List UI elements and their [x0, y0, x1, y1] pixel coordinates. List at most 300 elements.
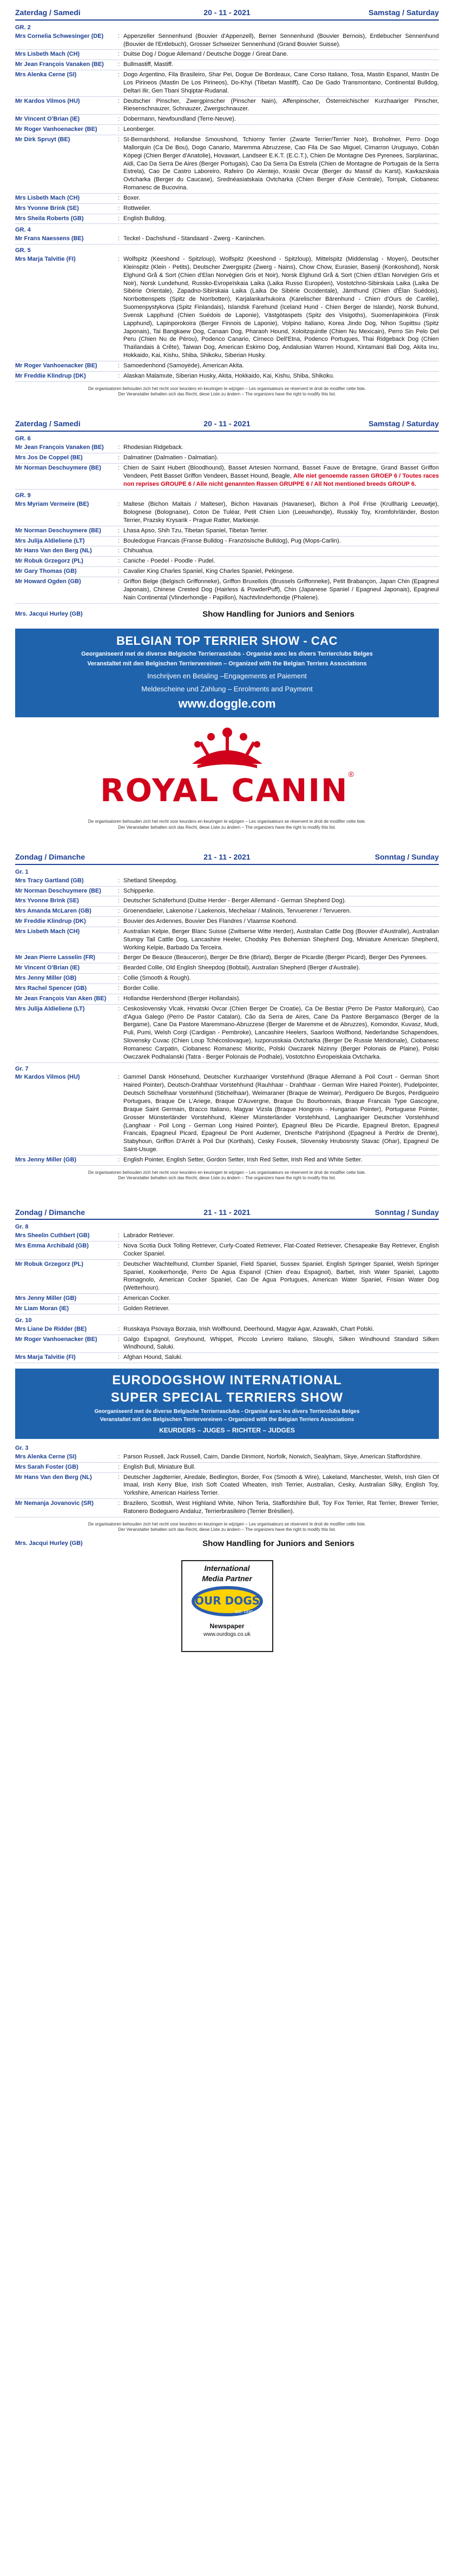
breeds-list [123, 578, 439, 602]
judge-row [15, 135, 439, 194]
judge-name: Mrs Julija Aldieliene (LT) [15, 537, 85, 544]
judge-name: Mrs Sarah Foster (GB) [15, 1463, 78, 1470]
breeds-list [123, 557, 439, 565]
groups-container [15, 435, 439, 603]
show-handling-judge: Mrs. Jacqui Hurley (GB) [15, 611, 83, 618]
section-saturday-1 [0, 0, 454, 382]
judge-name: Mr Dirk Spruyt (BE) [15, 136, 70, 143]
judge-name: Mr Norman Deschuymere (BE) [15, 464, 101, 471]
breeds-list [123, 126, 439, 134]
separator: : [118, 1336, 120, 1343]
judge-row [15, 1231, 439, 1241]
judge-row [15, 984, 439, 994]
groups-container [15, 1444, 439, 1517]
disclaimer [0, 811, 454, 830]
breeds-list [123, 136, 439, 192]
separator: : [118, 1243, 120, 1250]
breeds-list [123, 1474, 439, 1498]
judge-row [15, 896, 439, 907]
date-bar [15, 8, 439, 21]
judge-name: Mrs Emma Archibald (GB) [15, 1243, 89, 1250]
judge-name: Mrs Jos De Coppel (BE) [15, 454, 83, 461]
separator: : [118, 1005, 120, 1012]
breeds-text: Parson Russell, Jack Russell, Cairn, Dandie Dinmont, Norfolk, Norwich, Sealyham, Skye, American Staffordshire. [123, 1453, 422, 1460]
judge-row [15, 927, 439, 954]
judge-name: Mr Norman Deschuymere (BE) [15, 527, 101, 534]
separator: : [118, 372, 120, 379]
breeds-list [123, 995, 439, 1003]
breeds-text: Duitse Dog / Dogue Allemand / Deutsche Dogge / Great Dane. [123, 51, 288, 58]
breeds-text: Chien de Saint Hubert (Bloodhound), Basset Artesien Normand, Basset Fauve de Bretagne, Grand Basset Griffon Vendeen, Petit Basset Griffon Vendeen, Basset Hound, Beagle, [123, 464, 439, 479]
judge-name: Mr Vincent O'Brian (IE) [15, 116, 80, 123]
breeds-list [123, 372, 439, 380]
judge-name: Mr Hans Van den Berg (NL) [15, 1474, 92, 1481]
breeds-text: Border Collie. [123, 985, 160, 992]
eurodog-title-2: SUPER SPECIAL TERRIERS SHOW [110, 1390, 344, 1405]
breeds-list [123, 71, 439, 95]
judge-row [15, 1241, 439, 1260]
separator: : [118, 1232, 120, 1239]
separator: : [118, 51, 120, 58]
judge-row [15, 994, 439, 1005]
judge-name: Mr Hans Van den Berg (NL) [15, 547, 92, 554]
judge-name: Mrs Rachel Spencer (GB) [15, 985, 87, 992]
judge-name: Mrs Liane De Ridder (BE) [15, 1325, 87, 1332]
group-label: Gr. 7 [15, 1065, 29, 1072]
judge-row [15, 917, 439, 927]
breeds-text: Russkaya Psovaya Borzaia, Irish Wolfhound, Deerhound, Magyar Agar, Azawakh, Chart Polski. [123, 1325, 374, 1332]
judge-row [15, 1073, 439, 1155]
judge-row [15, 372, 439, 382]
date-center: 20 - 11 - 2021 [203, 8, 251, 17]
separator: : [118, 887, 120, 894]
judge-row [15, 1353, 439, 1363]
show-handling-judge: Mrs. Jacqui Hurley (GB) [15, 1540, 83, 1547]
breeds-list [123, 537, 439, 545]
judge-name: Mrs Alenka Cerne (SI) [15, 71, 77, 78]
judge-name: Mrs Jenny Miller (GB) [15, 975, 77, 982]
judge-row [15, 1499, 439, 1517]
judge-name: Mrs Jenny Miller (GB) [15, 1295, 77, 1302]
media-line-4: Newspaper [209, 1622, 245, 1630]
show-handling-title: Show Handling for Juniors and Seniors [202, 609, 354, 619]
judge-row [15, 361, 439, 372]
judge-row [15, 963, 439, 974]
judge-row [15, 1335, 439, 1353]
breeds-list [123, 985, 439, 993]
breeds-list [123, 97, 439, 114]
breeds-list [123, 1336, 439, 1352]
breeds-list [123, 974, 439, 982]
breeds-list [123, 877, 439, 885]
royal-canin-wordmark: ROYAL CANIN [100, 771, 348, 809]
groups-container [15, 868, 439, 1166]
disclaimer-line-1: De organisatoren behouden zich het recht voor keurders en keuringen te wijzigen – Les organisateurs se réservent le droit de modifier cette liste. [88, 386, 366, 391]
section-sunday-2 [0, 1181, 454, 1364]
disclaimer-line-1: De organisatoren behouden zich het recht voor keurders en keuringen te wijzigen – Les organisateurs se réservent le droit de modifier cette liste. [88, 819, 366, 824]
judge-name: Mrs Lisbeth Mach (CH) [15, 194, 80, 201]
judge-name: Mrs Marja Talvitie (FI) [15, 1354, 76, 1361]
breeds-text: Berger De Beauce (Beauceron), Berger De Brie (Briard), Berger de Picardie (Berger Picard), Berger Des Pyrenees. [123, 954, 427, 961]
judge-name: Mrs Yvonne Brink (SE) [15, 897, 79, 904]
royal-canin-logo [54, 726, 400, 811]
date-bar [15, 852, 439, 865]
section-sunday-terriers [0, 1439, 454, 1517]
breeds-text: Shetland Sheepdog. [123, 877, 177, 884]
separator: : [118, 908, 120, 915]
date-center: 20 - 11 - 2021 [203, 419, 251, 428]
judge-name: Mrs Lisbeth Mach (CH) [15, 928, 80, 935]
judge-row [15, 567, 439, 577]
separator: : [118, 537, 120, 544]
date-bar [15, 419, 439, 432]
group-label: Gr. 8 [15, 1224, 29, 1231]
judge-row [15, 194, 439, 204]
judge-name: Mrs Tracy Gartland (GB) [15, 877, 84, 884]
judge-row [15, 1260, 439, 1294]
judge-name: Mr Roger Vanhoenacker (BE) [15, 1336, 97, 1343]
judge-row [15, 50, 439, 60]
judge-row [15, 1325, 439, 1335]
breeds-text: Schipperke. [123, 887, 155, 894]
separator: : [118, 61, 120, 68]
separator: : [118, 1463, 120, 1470]
breeds-list [123, 964, 439, 972]
judge-name: Mr Kardos Vilmos (HU) [15, 1074, 80, 1081]
breeds-text: Labrador Retriever. [123, 1232, 175, 1239]
banner-title: BELGIAN TOP TERRIER SHOW - CAC [116, 633, 338, 648]
judge-name: Mr Jean François Vanaken (BE) [15, 61, 104, 68]
separator: : [118, 116, 120, 123]
judge-row [15, 500, 439, 526]
breeds-list [123, 1294, 439, 1303]
separator: : [118, 1156, 120, 1163]
banner-url-link[interactable]: www.doggle.com [178, 697, 276, 711]
banner-line-2: Veranstaltet mit den Belgischen Terriervereinen – Organized with the Belgian Terriers Associations [87, 660, 367, 668]
breeds-list [123, 50, 439, 58]
breeds-list [123, 547, 439, 555]
judge-name: Mr Freddie Klindrup (DK) [15, 372, 86, 379]
separator: : [118, 71, 120, 78]
breeds-text: Dogo Argentino, Fila Brasileiro, Shar Pei, Dogue De Bordeaux, Cane Corso Italiano, Tosa, Mastin Espanol, Mastin De Los Pirineos (Mastin De Los Pirineos), Do-Khyi (Tibetan Mastiff), Cao De Gado Transmontano, Continental Bulldog, Deltari Ilir, Gen Tbani Shqiptar-Rudanal. [123, 71, 439, 94]
separator: : [118, 1500, 120, 1507]
breeds-text: Samoedenhond (Samoyède), American Akita. [123, 362, 244, 369]
media-line-1: International [204, 1563, 250, 1573]
breeds-list [123, 255, 439, 360]
breeds-list [123, 1463, 439, 1471]
separator: : [118, 215, 120, 222]
separator: : [118, 918, 120, 925]
date-center: 21 - 11 - 2021 [203, 1207, 251, 1217]
breeds-text: Collie (Smooth & Rough). [123, 975, 191, 982]
our-dogs-logo-icon [189, 1584, 265, 1619]
breeds-list [123, 928, 439, 952]
separator: : [118, 235, 120, 242]
breeds-text: Cavalier King Charles Spaniel, King Charles Spaniel, Pekingese. [123, 568, 294, 575]
breeds-text: Deutscher Jagdterrier, Airedale, Bedlington, Border, Fox (Smooth & Wire), Lakeland, Manchester, Welsh, Irish Glen Of Imaal, Irish Kerry Blue, Irish Soft Coated Wheaten, Irish Terrier, Australian, Cesky, Australian Silky, English Toy, Yorkshire, American Hairless Terrier. [123, 1474, 439, 1497]
judge-row [15, 887, 439, 897]
breeds-list [123, 567, 439, 576]
separator: : [118, 1305, 120, 1312]
separator: : [118, 1474, 120, 1481]
breeds-list [123, 215, 439, 223]
judge-row [15, 464, 439, 490]
breeds-text: Leonberger. [123, 126, 155, 133]
judge-row [15, 97, 439, 115]
judge-name: Mr Jean François Van Aken (BE) [15, 995, 107, 1002]
separator: : [118, 501, 120, 508]
judge-row [15, 115, 439, 125]
judge-name: Mr Freddie Klindrup (DK) [15, 918, 86, 925]
breeds-list [123, 917, 439, 926]
judge-row [15, 70, 439, 97]
breeds-list [123, 1353, 439, 1362]
belgian-top-terrier-banner [15, 629, 439, 717]
disclaimer-line-2: Der Veranstalter behalten sich das Recht, diese Liste zu ändern – The organizers have the right to modify this list. [118, 392, 336, 397]
breeds-list [123, 464, 439, 488]
separator: : [118, 1295, 120, 1302]
judge-name: Mrs Sheila Roberts (GB) [15, 215, 84, 222]
breeds-list [123, 194, 439, 202]
breeds-list [123, 1325, 439, 1333]
breeds-list [123, 907, 439, 915]
judge-name: Mr Kardos Vilmos (HU) [15, 97, 80, 104]
eurodog-title-1: EURODOGSHOW INTERNATIONAL [112, 1373, 342, 1388]
breeds-list [123, 454, 439, 462]
judge-row [15, 546, 439, 557]
group-label: Gr. 3 [15, 1445, 29, 1452]
separator: : [118, 97, 120, 104]
breeds-list [123, 500, 439, 525]
breeds-text: Deutscher Wachtelhund, Clumber Spaniel, Field Spaniel, Sussex Spaniel, English Springer Spaniel, Welsh Springer Spaniel, Kooikerhondje, Perro De Agua Espanol (Chien d'eau Espagnol), Barbet, Irish Water Spaniel, Lagotto Romagnolo, American Cocker Spaniel, Cao De Agua Portugues, American Water Spaniel, Frisian Water Dog (Wetterhoun). [123, 1260, 439, 1292]
judge-name: Mr Vincent O'Brian (IE) [15, 965, 80, 972]
separator: : [118, 464, 120, 471]
group-label: Gr. 1 [15, 868, 29, 875]
show-handling-title: Show Handling for Juniors and Seniors [202, 1538, 354, 1548]
separator: : [118, 362, 120, 369]
separator: : [118, 32, 120, 39]
separator: : [118, 568, 120, 575]
separator: : [118, 454, 120, 461]
show-handling-row [0, 604, 454, 622]
judge-name: Mr Roger Vanhoenacker (BE) [15, 126, 97, 133]
media-url-link[interactable]: www.ourdogs.co.uk [203, 1631, 251, 1637]
judge-row [15, 234, 439, 245]
breeds-text: Gammel Dansk Hönsehund, Deutscher Kurzhaariger Vorstehhund (Braque Allemand à Poil Court - German Short Haired Pointer), Deutsch-Drahthaar Vorstehhund (Rauhhaar - Drahthaar - German Wire Haired Pointer), Pudelpointer, Deutsch Stichelhaar Vorstehhund (Stichelhaar), Weimaraner (Braque de Weimar), Perdiguero De Burgos, Perdigueiro Portugues, Braque De L'Ariege, Braque D'Auvergne, Braque Du Bourbonnais, Braque Francais Type Gascogne, Braque Saint Germain, Bracco Italiano, Magyar Vizsla (Braque Hongrois - Hungarian Pointer), Portuguese Pointer, Grosser Münsterländer Vorstehhund, Kleiner Münsterländer Vorstehhund, Langhaariger Deutscher Vorstehhund (Langhaar - Poil Long - German Long Haired Pointer), Epagneul Bleu De Picardie, Epagneul Breton, Epagneul Francais, Epagneul Picard, Epagneul De Pont Audemer, Drentsche Patrijshond (Epagneul à Perdrix de Drente), Stabyhoun, Griffon D'Arrêt à Poil Dur (Korthals), Cesky Fousek, Slovensky Hrubosrsty Stavac (Ohar), Epagneul De Saint-Usuge. [123, 1074, 439, 1153]
breeds-text: Galgo Espagnol, Greyhound, Whippet, Piccolo Levriero Italiano, Sloughi, Silken Windhound Standard Silken Windhound, Saluki. [123, 1336, 439, 1351]
separator: : [118, 1325, 120, 1332]
breeds-text: Lhasa Apso, Shih Tzu, Tibetan Spaniel, Tibetan Terrier. [123, 527, 268, 534]
judge-row [15, 443, 439, 453]
judge-row [15, 953, 439, 963]
judge-name: Mrs Myriam Vermeire (BE) [15, 501, 89, 508]
group-label: GR. 4 [15, 227, 31, 234]
separator: : [118, 995, 120, 1002]
registered-mark: ® [348, 769, 354, 778]
breeds-text: Boxer. [123, 194, 141, 201]
judge-row [15, 204, 439, 214]
judge-row [15, 125, 439, 135]
date-right: Samstag / Saturday [369, 419, 439, 428]
breeds-text: Ceskoslovensky Vlcak, Hrvatski Ovcar (Chien Berger De Croatie), Ca De Bestiar (Perro De Pastor Mallorquin), Cao d'Agua Galego (Perro De Pastor Catalan), Cão da Serra de Aires, Cane Da Pastore Bergamasco (Berger de la Bergame), Cane Da Pastore Maremmano-Abruzzese (Berger de Maremme et de Abruzzes), Komondor, Kuvasz, Mudi, Puli, Pumi, Welsh Corgi (Cardigan - Pembroke), Lancashire Heelers, Saarloos Wolfhond, Nederlandse Schapendoes, Slovensky Cuvac (Chien Loup Tchécoslovaque), Iuzporusskaia Ovtcharka (Berger De Russie Méridionale), Ciobanesc Romanesc Carpatin, Ciobanesc Romanesc Mioritic, Polski Owczarek Nizinny (Berger Polonais de Plaine), Polski Owczarek Podhalanski (Tatra - Berger Polonais de Podhale), Vostotchno Evropeiskaia Ovtcharka. [123, 1005, 439, 1060]
show-handling-row [0, 1533, 454, 1551]
breeds-list [123, 527, 439, 535]
breeds-text: Dalmatiner (Dalmatien - Dalmatian). [123, 454, 219, 461]
date-left: Zondag / Dimanche [15, 852, 85, 861]
judge-name: Mr Jean François Vanaken (BE) [15, 444, 104, 451]
separator: : [118, 558, 120, 565]
media-line-2: Media Partner [202, 1574, 252, 1583]
judge-name: Mrs Jenny Miller (GB) [15, 1156, 77, 1163]
breeds-list [123, 1005, 439, 1061]
group-label: GR. 2 [15, 24, 31, 31]
breeds-list [123, 61, 439, 69]
judge-row [15, 557, 439, 567]
breeds-text: Bouvier des Ardennes, Bouvier Des Flandres / Vlaamse Koehond. [123, 918, 298, 925]
judge-name: Mr Norman Deschuymere (BE) [15, 887, 101, 894]
group-label: Gr. 10 [15, 1317, 32, 1324]
breeds-text: English Pointer, English Setter, Gordon Setter, Irish Red Setter, Irish Red and White Setter. [123, 1156, 363, 1163]
judge-row [15, 974, 439, 984]
judge-name: Mr Liam Moran (IE) [15, 1305, 69, 1312]
breeds-text: Afghan Hound, Saluki. [123, 1354, 183, 1361]
judge-name: Mrs Lisbeth Mach (CH) [15, 51, 80, 58]
logo-text: OUR DOGS [194, 1594, 260, 1607]
groups-container [15, 24, 439, 382]
breeds-text: American Cocker. [123, 1295, 170, 1302]
separator: : [118, 1260, 120, 1267]
disclaimer [0, 1166, 454, 1181]
breeds-list [123, 1073, 439, 1153]
judge-row [15, 876, 439, 887]
disclaimer-line-1: De organisatoren behouden zich het recht voor keurders en keuringen te wijzigen – Les organisateurs se réservent le droit de modifier cette liste. [88, 1170, 366, 1175]
separator: : [118, 954, 120, 961]
separator: : [118, 136, 120, 143]
separator: : [118, 444, 120, 451]
judge-row [15, 537, 439, 547]
judge-row [15, 453, 439, 464]
media-partner-box [181, 1560, 273, 1652]
breeds-text: Australian Kelpie, Berger Blanc Suisse (Zwitserse Witte Herder), Australian Cattle Dog (Bouvier d'Australie), Australian Stumpy Tail Cattle Dog, Lancashire Heeler, Chodsky Pes Bohemian Shepherd Dog, Miniature American Shepherd, Working Kelpie, Barbado Da Terceira. [123, 928, 439, 951]
judge-name: Mr Roger Vanhoenacker (BE) [15, 362, 97, 369]
breeds-text: Bearded Collie, Old English Sheepdog (Bobtail), Australian Shepherd (Berger d'Australie). [123, 965, 360, 972]
highlight-note: Alle niet genoemde rassen GROEP 6 / Toutes races non reprises GROUPE 6 / Alle nicht genannten Rassen GRUPPE 6 / All Not mentioned breeds GROUP 6. [123, 472, 439, 487]
separator: : [118, 194, 120, 201]
breeds-list [123, 115, 439, 123]
judge-row [15, 60, 439, 70]
breeds-text: Caniche - Poedel - Poodle - Pudel. [123, 558, 215, 565]
breeds-list [123, 1242, 439, 1258]
breeds-list [123, 1232, 439, 1240]
breeds-list [123, 444, 439, 452]
breeds-list [123, 887, 439, 895]
banner-line-1: Georganiseerd met de diverse Belgische Terrierrasclubs - Organisé avec les divers Terrierclubs Belges [81, 651, 373, 658]
judge-name: Mrs Marja Talvitie (FI) [15, 255, 76, 262]
judge-row [15, 1452, 439, 1463]
breeds-text: Bouledogue Francais (Franse Bulldog - Französische Bulldog), Pug (Mops-Carlin). [123, 537, 341, 544]
disclaimer-line-2: Der Veranstalter behalten sich das Recht, diese Liste zu ändern – The organizers have the right to modify this list. [118, 824, 336, 830]
judge-row [15, 1294, 439, 1304]
judge-name: Mrs Yvonne Brink (SE) [15, 204, 79, 212]
separator: : [118, 877, 120, 884]
judge-row [15, 907, 439, 917]
eurodog-line-1: Georganiseerd met de diverse Belgische Terrierrasclubs - Organisé avec les divers Terrierclubs Belges [94, 1408, 360, 1415]
judge-row [15, 32, 439, 50]
judge-name: Mrs Julija Aldieliene (LT) [15, 1005, 85, 1012]
breeds-text: Hollandse Herdershond (Berger Hollandais). [123, 995, 241, 1002]
breeds-text: Wolfspitz (Keeshond - Spitzloup), Wolfspitz (Keeshond - Spitzloup), Mittelspitz (Middenslag - Moyen), Deutscher Kleinspitz (Klein - Petits), Deutscher Zwergspitz (Zwerg - Nains), Chow Chow, Eurasier, Basenji (Konkoshond), Norsk Elghund Grå & Sort (Chien d'Elan Norvégien Gris et Noir), Norsk Elghund Grå & Sort (Chien d'Elan Norvégien Gris et Noir), Norsk Lundehund, Russko-Evropeïskaia Laika (Laika Russo Européen), Vostotchno-Sibirskaia Laika (Laika De Sibérie Orientale), Zapadno-Sibirskaia Laika (Laika De Sibérie Occidentale), Jämthund (Chien d'Élan Suédois), Norrbottenspets (Spitz de Norrbotten), Karjalankarhukoira (Karelischer Bärenhund - Chien d'Ours de Carélie), Suomenpystykorva (Spitz Finlandais), Islandsk Farehund (Iceland Hund - Chien Berger de Islande), Norsk Buhund, Svensk Lapphund (Chien Suédois de Laponie), Västgötaspets (Spitz des Visigoths), Suomenlapinkoira (Finsk Lapphund), Lapinporokoira (Berger Finnois de Laponie), Volpino Italiano, Korea Jindo Dog, Nihon Supittsu (Spitz Japonais), Tai Bangkaew Dog, Canaan Dog, Pharaoh Hound, Xoloitzquintle (Chien Nu Mexicain), Perro Sin Pelo Del Peru (Chien Nu de Pérou), Podenco Canario, Cirneco Dell'Etna, Podenco Portugues, Thai Ridgeback Dog (Chien Thaïlandais à Crête), Taiwan Dog, American Eskimo Dog, Andalusian Warren Hound, Kintamani Bali Dog, Akita Inu, Hokkaido, Kai, Kishu, Shiba, Shikoku, Siberian Husky. [123, 255, 439, 359]
judge-name: Mr Frans Naessens (BE) [15, 235, 84, 242]
separator: : [118, 1074, 120, 1081]
groups-container [15, 1223, 439, 1363]
date-right: Samstag / Saturday [369, 8, 439, 17]
disclaimer-line-1: De organisatoren behouden zich het recht voor keurders en keuringen te wijzigen – Les organisateurs se réservent le droit de modifier cette liste. [88, 1521, 366, 1527]
date-bar [15, 1207, 439, 1220]
breeds-list [123, 954, 439, 962]
breeds-text: Griffon Belge (Belgisch Griffonneke), Griffon Bruxellois (Brussels Griffonneke), Petit Brabançon, Japan Chin (Epagneul Japonais), Chinese Crested Dog (Hairless & PowderPuff), Chin (Japanese Spaniel / Epagneul Japonais), Epagneul Nain Continental (Vlinderhondje - Papillon), Nachtvlinderhondje (Phalene). [123, 578, 439, 601]
separator: : [118, 255, 120, 262]
breeds-text: Nova Scotia Duck Tolling Retriever, Curly-Coated Retriever, Flat-Coated Retriever, Chesapeake Bay Retriever, English Cocker Spaniel. [123, 1243, 439, 1257]
eurodogshow-banner [15, 1369, 439, 1439]
date-right: Sonntag / Sunday [374, 1207, 439, 1217]
judge-name: Mrs Cornelia Schwesinger (DE) [15, 32, 104, 39]
banner-info-1: Inschrijven en Betaling –Engagements et Paiement [147, 672, 307, 681]
breeds-text: Golden Retriever. [123, 1305, 170, 1312]
breeds-text: Rottweiler. [123, 204, 152, 212]
judge-name: Mrs Alenka Cerne (SI) [15, 1453, 77, 1460]
judge-name: Mr Robuk Grzegorz (PL) [15, 1260, 83, 1267]
separator: : [118, 985, 120, 992]
crown-icon [187, 726, 268, 769]
date-right: Sonntag / Sunday [374, 852, 439, 861]
logo-est: Est. 1895 [235, 1609, 253, 1614]
judge-row [15, 1473, 439, 1500]
judge-row [15, 526, 439, 537]
separator: : [118, 126, 120, 133]
breeds-text: Alaskan Malamute, Siberian Husky, Akita, Hokkaido, Kai, Kishu, Shiba, Shikoku. [123, 372, 334, 379]
breeds-list [123, 204, 439, 213]
breeds-text: Deutscher Schäferhund (Duitse Herder - Berger Allemand - German Shepherd Dog). [123, 897, 346, 904]
judge-name: Mr Howard Ogden (GB) [15, 578, 81, 585]
date-left: Zaterdag / Samedi [15, 419, 81, 428]
breeds-list [123, 235, 439, 243]
judge-name: Mr Jean Pierre Lasselin (FR) [15, 954, 95, 961]
judge-name: Mrs Amanda McLaren (GB) [15, 908, 91, 915]
breeds-list [123, 32, 439, 49]
breeds-text: Chihuahua. [123, 547, 154, 554]
judge-name: Mrs Sheelin Cuthbert (GB) [15, 1232, 90, 1239]
banner-info-2: Meldescheine und Zahlung – Enrolments and Payment [141, 684, 313, 693]
disclaimer-line-2: Der Veranstalter behalten sich das Recht, diese Liste zu ändern – The organizers have the right to modify this list. [118, 1527, 336, 1533]
separator: : [118, 897, 120, 904]
disclaimer [0, 1517, 454, 1533]
judge-row [15, 1155, 439, 1166]
judge-name: Mr Robuk Grzegorz (PL) [15, 558, 83, 565]
breeds-text: Dobermann, Newfoundland (Terre-Neuve). [123, 116, 236, 123]
breeds-text: Brazilero, Scottish, West Highland White, Nihon Teria, Staffordshire Bull, Toy Fox Terrier, Rat Terrier, Brewer Terrier, Ratonero Bodeguero Andaluz, Terrierbrasileiro (Terrier Brésilien). [123, 1500, 439, 1515]
breeds-text: English Bulldog. [123, 215, 166, 222]
judge-row [15, 214, 439, 224]
breeds-text: English Bull, Miniature Bull. [123, 1463, 196, 1470]
eurodog-judges-heading: KEURDERS – JUGES – RICHTER – JUDGES [159, 1426, 295, 1434]
breeds-text: Bullmastiff, Mastiff. [123, 61, 173, 68]
judge-row [15, 255, 439, 361]
group-label: GR. 5 [15, 247, 31, 254]
breeds-list [123, 1500, 439, 1516]
judge-row [15, 1463, 439, 1473]
disclaimer [0, 382, 454, 398]
breeds-text: St-Bernardshond, Hollandse Smoushond, Tchiorny Terrier (Zwarte Terrier/Terrier Noir), Broholmer, Perro Dogo Mallorquin (Ca De Bou), Dogo Canario, Maremma Abruzzese, Cao Fila De Sao Miguel, Cimarron Uruguayo, Cobán Kópegi (Chien Berger d'Anatolie), Hovawart, Landseer E.K.T. (E.C.T.), Chien De Montagne Des Pyrenees, Sarplaninac, Aidi, Cao Da Serra De Aires (Berger Portugais), Cao Da Serra Da Estrela (Chien de Montagne de Portugais de la Serra Estrela), Cao De Castro Laboreiro, Rafeiro Do Alentejo, Kraski Ovcar (Berger du Massif du Karst), Kavkazskaia Ovtcharka (Berger du Caucase), Srednéasiatskaia Ovtcharka (Chien Berger d'Asie Centrale), Tornjak, Ciobanesc Romanesc de Bucovina. [123, 136, 439, 191]
